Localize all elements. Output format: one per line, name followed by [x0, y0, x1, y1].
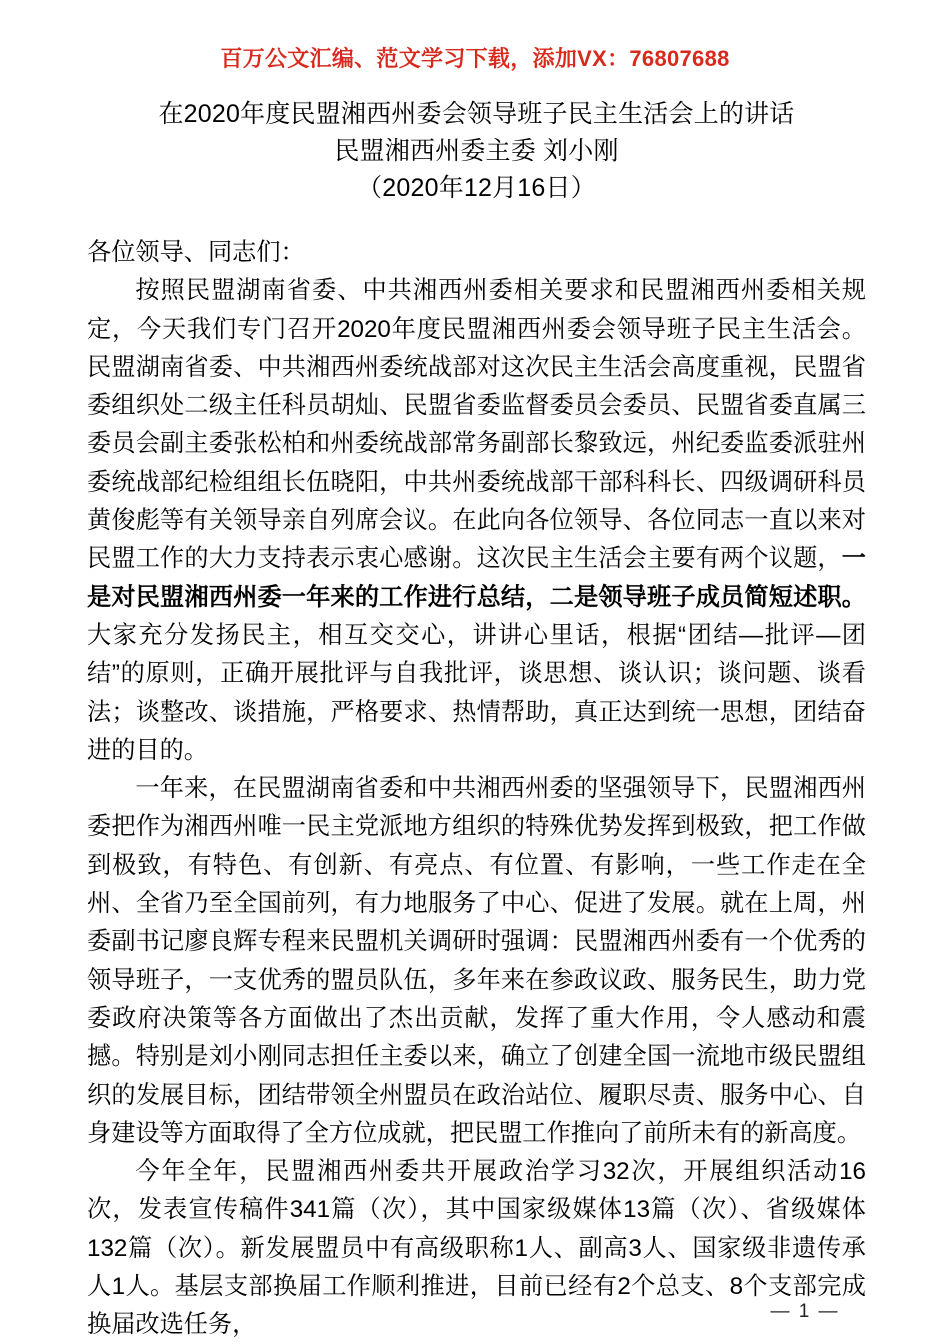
paragraph-2: 一年来，在民盟湖南省委和中共湘西州委的坚强领导下，民盟湘西州委把作为湘西州唯一民主党派地方组织的特殊优势发挥到极致，把工作做到极致，有特色、有创新、有亮点、有位置、有影响，一些工作走在全州、全省乃至全国前列，有力地服务了中心、促进了发展。就在上周，州委副书记廖良辉专程来民盟机关调研时强调：民盟湘西州委有一个优秀的领导班子，一支优秀的盟员队伍，多年来在参政议政、服务民生，助力党委政府决策等各方面做出了杰出贡献，发挥了重大作用，令人感动和震撼。特别是刘小刚同志担任主委以来，确立了创建全国一流地市级民盟组织的发展目标，团结带领全州盟员在政治站位、履职尽责、服务中心、自身建设等方面取得了全方位成就，把民盟工作推向了前所未有的新高度。: [87, 775, 866, 1147]
document-byline: 民盟湘西州委主委 刘小刚: [334, 137, 619, 165]
page-footer: [0, 1300, 950, 1324]
title-block: [87, 96, 866, 207]
document-title: 在2020年度民盟湘西州委会领导班子民主生活会上的讲话: [158, 100, 795, 128]
paragraph-1-bold-agenda: 一是对民盟湘西州委一年来的工作进行总结，二是领导班子成员简短述职。: [87, 545, 866, 611]
promo-banner-text: 百万公文汇编、范文学习下载，添加VX：76807688: [220, 46, 730, 71]
paragraph-1-part-b: 大家充分发扬民主，相互交交心，讲讲心里话，根据“团结—批评—团结”的原则，正确开展批评与自我批评，谈思想、谈认识；谈问题、谈看法；谈整改、谈措施，严格要求、热情帮助，真正达到统一思想，团结奋进的目的。: [87, 621, 866, 764]
paragraph-1: [87, 272, 866, 770]
page-number: — 1 —: [770, 1301, 840, 1322]
document-body: [87, 234, 866, 1344]
paragraph-1-part-a: 按照民盟湖南省委、中共湘西州委相关要求和民盟湘西州委相关规定，今天我们专门召开2020年度民盟湘西州委会领导班子民主生活会。民盟湖南省委、中共湘西州委统战部对这次民主生活会高度重视，民盟省委组织处二级主任科员胡灿、民盟省委监督委员会委员、民盟省委直属三委员会副主委张松柏和州委统战部常务副部长黎致远，州纪委监委派驻州委统战部纪检组组长伍晓阳，中共州委统战部干部科科长、四级调研科员黄俊彪等有关领导亲自列席会议。在此向各位领导、各位同志一直以来对民盟工作的大力支持表示衷心感谢。这次民主生活会主要有两个议题，: [87, 277, 866, 573]
paragraph-3: 今年全年，民盟湘西州委共开展政治学习32次，开展组织活动16次，发表宣传稿件341篇（次），其中国家级媒体13篇（次）、省级媒体132篇（次）。新发展盟员中有高级职称1人、副高3人、国家级非遗传承人1人。基层支部换届工作顺利推进，目前已经有2个总支、8个支部完成换届改选任务，: [87, 1158, 866, 1339]
document-date: （2020年12月16日）: [357, 174, 596, 202]
salutation: 各位领导、同志们：: [87, 239, 305, 266]
